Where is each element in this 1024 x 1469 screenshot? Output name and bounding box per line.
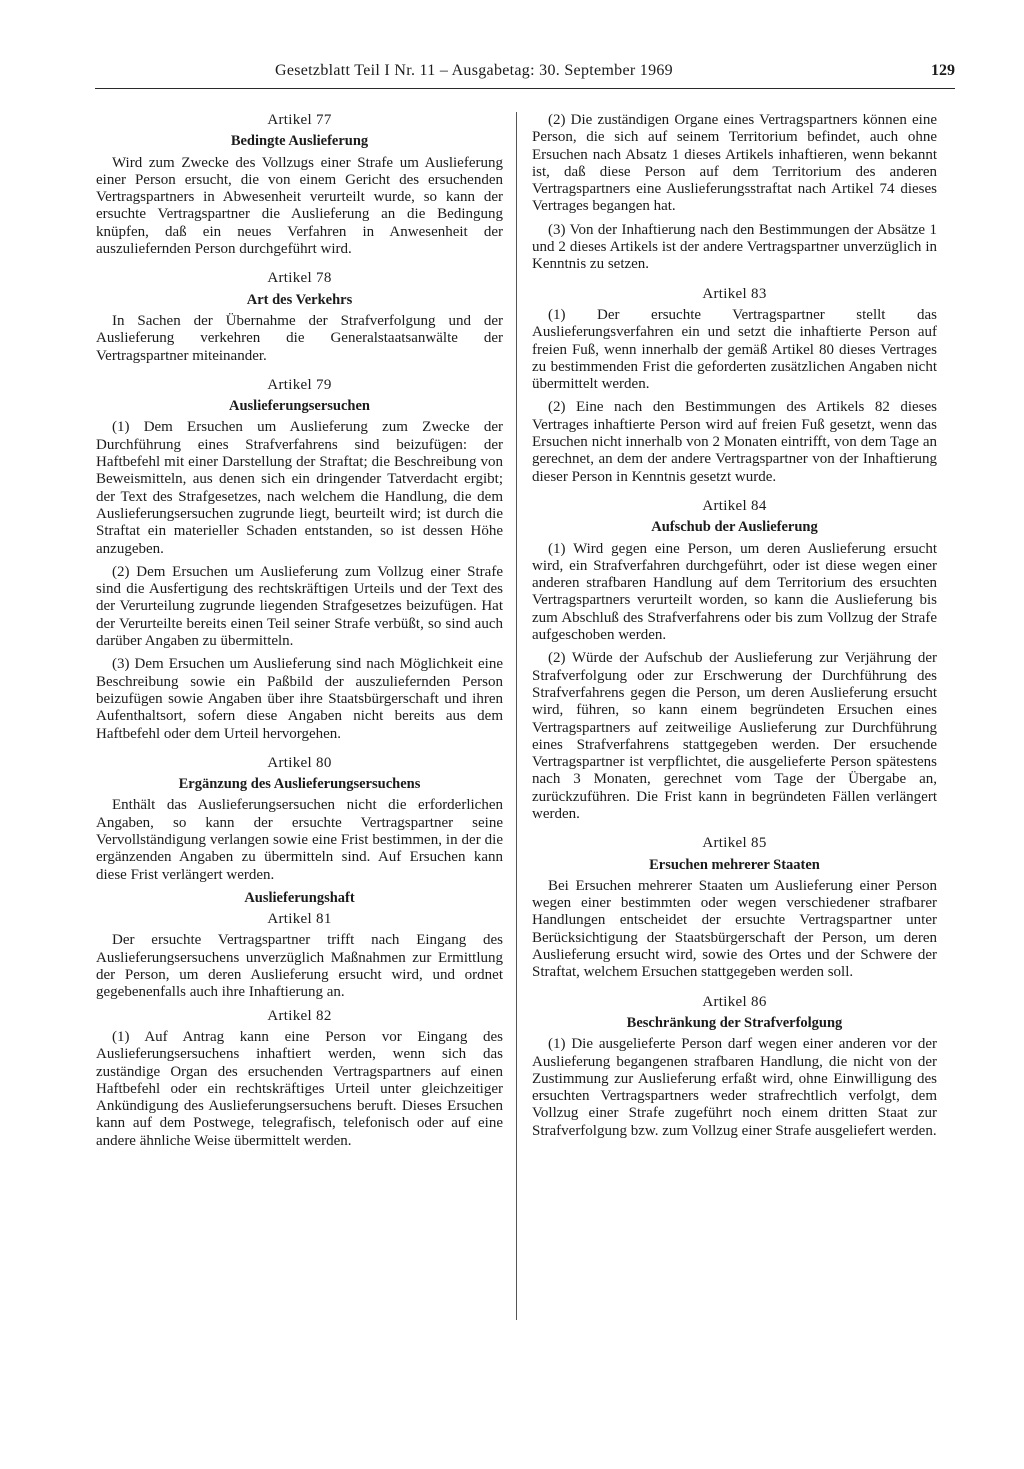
article-83-paragraph-2: (2) Eine nach den Bestimmungen des Artikels 82 dieses Vertrages inhaftierte Person wird auf freien Fuß gesetzt, wenn das Ersuchen nicht innerhalb von 2 Monaten eintrifft, von dem Tage an gerechnet, an dem der andere Vertragspartner von der Inhaftierung dieser Person in Kenntnis gesetzt wurde. xyxy=(532,399,937,485)
left-column xyxy=(96,112,503,1156)
section-title: Auslieferungshaft xyxy=(244,889,355,906)
article-79-paragraph-1: (1) Dem Ersuchen um Auslieferung zum Zwecke der Durchführung eines Strafverfahrens sind beizufügen: der Haftbefehl mit einer Darstellung der Straftat; die Beschreibung von Beweismitteln, aus denen sich ein dringender Tatverdacht ergibt; der Text des Strafgesetzes, nach welchem die Handlung, die dem Auslieferungsersuchen zugrunde liegt, beurteilt wird; ist durch die Straftat ein materieller Schaden entstanden, so ist dessen Höhe anzugeben. xyxy=(96,419,503,557)
column-divider xyxy=(516,112,517,1320)
right-column xyxy=(532,112,937,1146)
article-86-heading: Artikel 86 xyxy=(702,993,767,1010)
article-81-heading: Artikel 81 xyxy=(267,911,332,928)
article-86-title: Beschränkung der Strafverfolgung xyxy=(626,1014,843,1031)
article-82-heading: Artikel 82 xyxy=(267,1007,332,1024)
article-84-heading: Artikel 84 xyxy=(702,497,767,514)
article-80-title: Ergänzung des Auslieferungsersuchens xyxy=(178,776,421,793)
header-title: Gesetzblatt Teil I Nr. 11 – Ausgabetag: 30. September 1969 xyxy=(275,62,673,79)
article-78-heading: Artikel 78 xyxy=(267,270,332,287)
article-79-title: Auslieferungsersuchen xyxy=(229,398,370,415)
article-80-heading: Artikel 80 xyxy=(267,754,332,771)
article-77-paragraph: Wird zum Zwecke des Vollzugs einer Strafe um Auslieferung einer Person ersucht, die von einem Gericht des ersuchenden Vertragspartners in Abwesenheit verurteilt wurde, so kann der ersuchte Vertragspartner die Auslieferung an die Bedingung knüpfen, daß ein neues Verfahren in Anwesenheit der auszuliefernden Person durchgeführt wird. xyxy=(96,154,503,258)
article-78-title: Art des Verkehrs xyxy=(246,291,353,308)
article-79-paragraph-2: (2) Dem Ersuchen um Auslieferung zum Vollzug einer Strafe sind die Ausfertigung des rechtskräftigen Urteils und der Text des der Verurteilung zugrunde liegenden Strafgesetzes beizufügen. Hat der Verurteilte bereits einen Teil seiner Strafe verbüßt, so sind auch darüber Angaben zu übermitteln. xyxy=(96,563,503,650)
article-82-paragraph-3: (3) Von der Inhaftierung nach den Bestimmungen der Absätze 1 und 2 dieses Artikels ist der andere Vertragspartner unverzüglich in Kenntnis zu setzen. xyxy=(532,221,937,273)
article-81-paragraph: Der ersuchte Vertragspartner trifft nach Eingang des Auslieferungsersuchens unverzüglich Maßnahmen zur Ermittlung der Person, um deren Auslieferung ersucht wird, und ordnet gegebenenfalls auch ihre Inhaftierung an. xyxy=(96,932,503,1001)
page-number: 129 xyxy=(931,62,955,79)
article-83-paragraph-1: (1) Der ersuchte Vertragspartner stellt das Auslieferungsverfahren ein und setzt die inhaftierte Person auf freien Fuß, wenn innerhalb der gemäß Artikel 80 dieses Vertrages zu bestimmenden Frist die geforderten zusätzlichen Angaben nicht übermittelt werden. xyxy=(532,306,937,393)
article-83-heading: Artikel 83 xyxy=(702,285,767,302)
article-84-title: Aufschub der Auslieferung xyxy=(651,519,818,536)
article-85-heading: Artikel 85 xyxy=(702,835,767,852)
article-79-heading: Artikel 79 xyxy=(267,376,332,393)
article-78-paragraph: In Sachen der Übernahme der Strafverfolgung und der Auslieferung verkehren die Generalstaatsanwälte der Vertragspartner miteinander. xyxy=(96,312,503,364)
article-84-paragraph-2: (2) Würde der Aufschub der Auslieferung zur Verjährung der Strafverfolgung oder zur Erschwerung der Durchführung des Strafverfahrens gegen die Person, um deren Auslieferung ersucht wird, führen, so kann einem begründeten Ersuchen eines Vertragspartners auf zeitweilige Auslieferung zur Durchführung eines Strafverfahrens stattgegeben werden. Der ersuchende Vertragspartner ist verpflichtet, die ausgelieferte Person spätestens nach 3 Monaten, gerechnet vom Tage der Übergabe an, zurückzuführen. Die Frist kann in begründeten Fällen verlängert werden. xyxy=(532,650,937,822)
article-79-paragraph-3: (3) Dem Ersuchen um Auslieferung sind nach Möglichkeit eine Beschreibung sowie ein Paßbild der auszuliefernden Person beizufügen sowie Angaben über ihre Staatsbürgerschaft und ihren Aufenthaltsort, sofern diese Angaben nicht bereits aus dem Haftbefehl oder dem Urteil hervorgehen. xyxy=(96,656,503,742)
article-80-paragraph: Enthält das Auslieferungsersuchen nicht die erforderlichen Angaben, so kann der ersuchte Vertragspartner seine Vervollständigung verlangen sowie eine Frist bestimmen, in der die ergänzenden Angaben zu übermitteln sind. Auf Ersuchen kann diese Frist verlängert werden. xyxy=(96,797,503,883)
article-85-title: Ersuchen mehrerer Staaten xyxy=(649,856,820,873)
article-82-paragraph-2: (2) Die zuständigen Organe eines Vertragspartners können eine Person, die sich auf seinem Territorium befindet, auch ohne Ersuchen nach Absatz 1 dieses Artikels inhaftieren, wenn bekannt ist, daß diese Person auf dem Territorium des anderen Vertragspartners eine Auslieferungsstraftat nach Artikel 74 dieses Vertrages begangen hat. xyxy=(532,112,937,215)
page-header xyxy=(95,60,955,89)
article-82-paragraph-1: (1) Auf Antrag kann eine Person vor Eingang des Auslieferungsersuchens inhaftiert werden, wenn sich das zuständige Organ des ersuchenden Vertragspartners auf einen Haftbefehl oder ein rechtskräftiges Urteil unter gleichzeitiger Ankündigung des Auslieferungsersuchens beruft. Dieses Ersuchen kann auf dem Postwege, telegrafisch, telefonisch oder auf eine andere ähnliche Weise übermittelt werden. xyxy=(96,1028,503,1149)
article-85-paragraph: Bei Ersuchen mehrerer Staaten um Auslieferung einer Person wegen einer bestimmten oder wegen verschiedener strafbarer Handlungen entscheidet der ersuchte Vertragspartner unter Berücksichtigung der Staatsbürgerschaft der Person, um deren Auslieferung ersucht wird, sowie des Ortes und der Schwere der Straftat, welchem Ersuchen stattgegeben werden soll. xyxy=(532,877,937,981)
article-77-heading: Artikel 77 xyxy=(267,112,332,128)
article-86-paragraph-1: (1) Die ausgelieferte Person darf wegen einer anderen vor der Auslieferung begangenen strafbaren Handlung, die nicht von der Zustimmung zur Auslieferung erfaßt wird, ohne Einwilligung des ersuchten Vertragspartners weder strafrechtlich verfolgt, dem Vollzug einer Strafe zugeführt noch einem dritten Staat zur Strafverfolgung bzw. zum Vollzug einer Strafe ausgeliefert werden. xyxy=(532,1036,937,1139)
article-84-paragraph-1: (1) Wird gegen eine Person, um deren Auslieferung ersucht wird, ein Strafverfahren durchgeführt, oder ist diese wegen einer anderen strafbaren Handlung auf dem Territorium des ersuchten Vertragspartners verurteilt worden, so kann die Auslieferung bis zum Abschluß des Strafverfahrens oder bis zum Vollzug der Strafe aufgeschoben werden. xyxy=(532,540,937,644)
article-77-title: Bedingte Auslieferung xyxy=(230,133,369,150)
